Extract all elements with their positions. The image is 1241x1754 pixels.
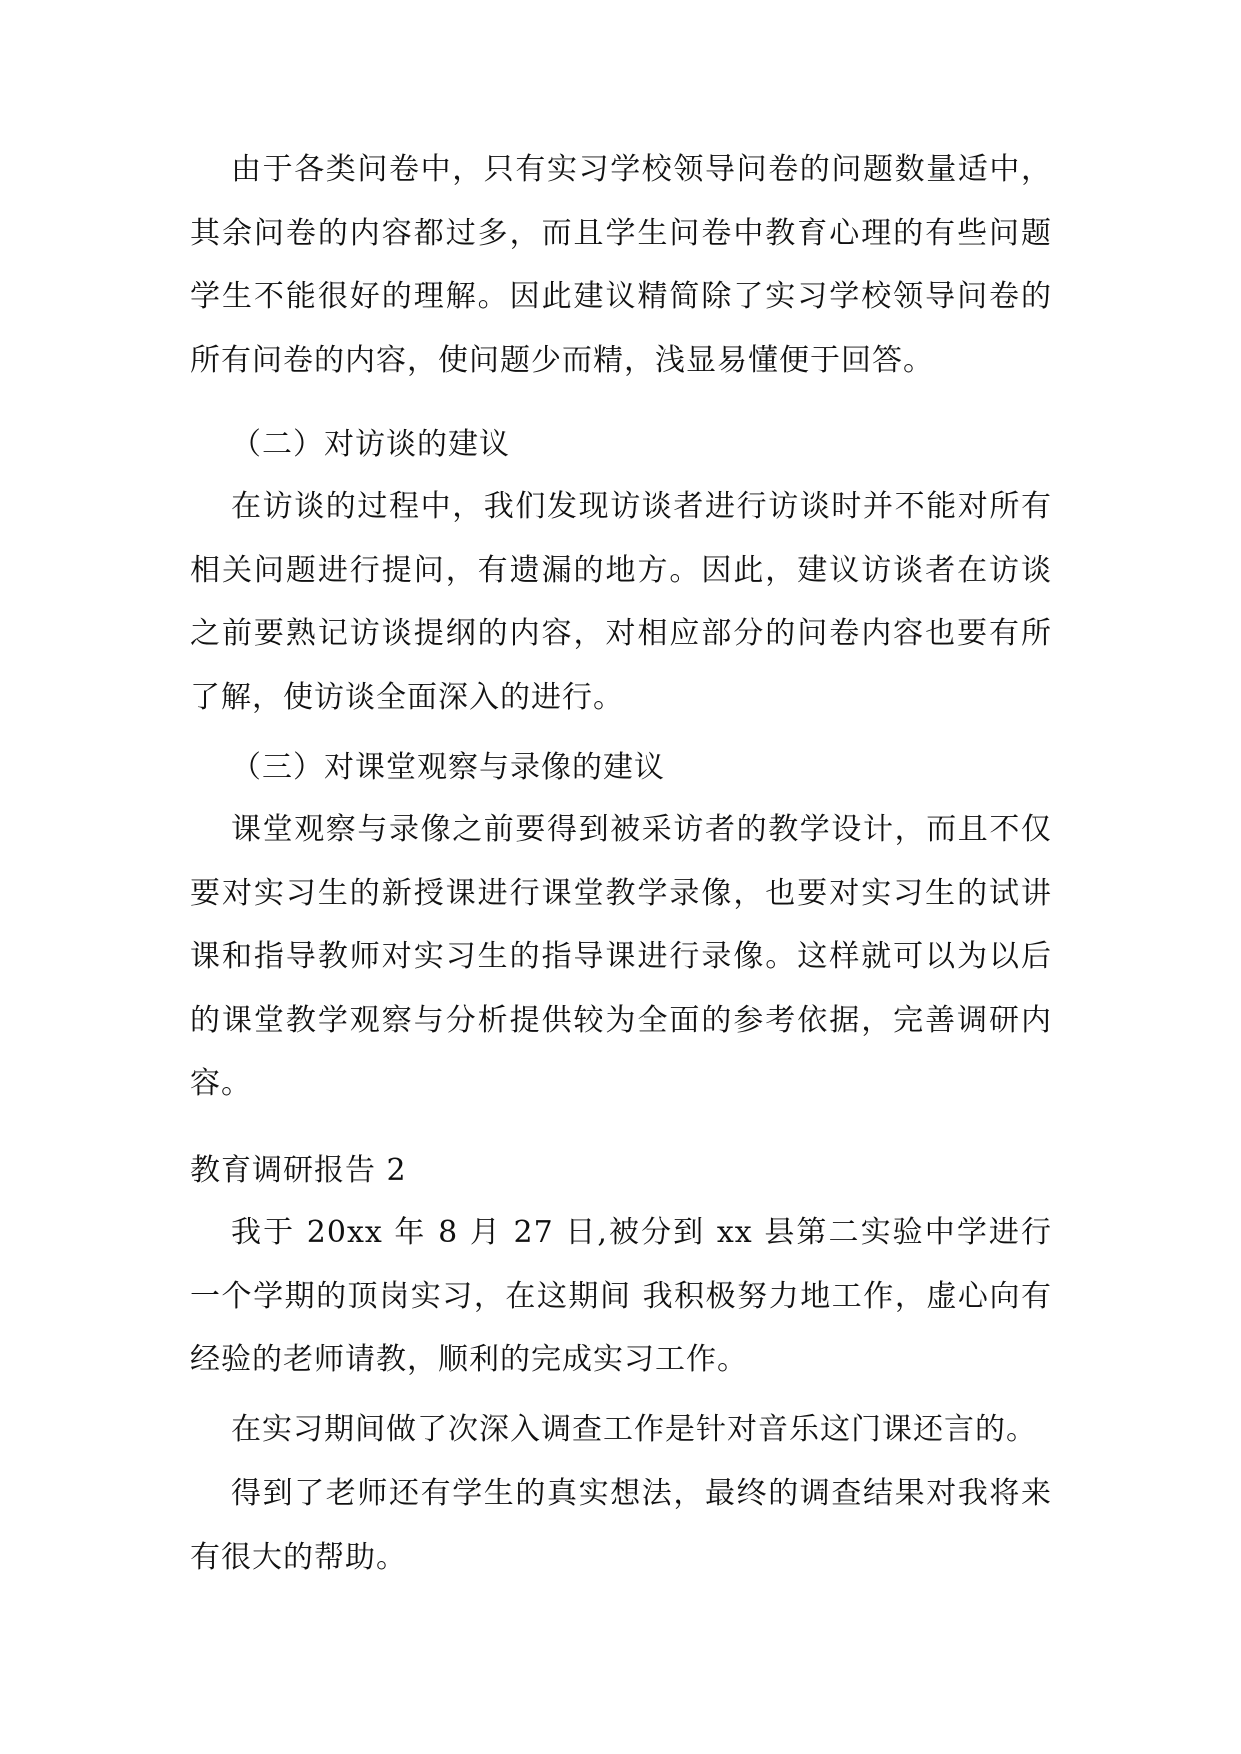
paragraph-conclusion: 得到了老师还有学生的真实想法，最终的调查结果对我将来有很大的帮助。 [190, 1476, 1052, 1575]
paragraph-classroom-observation-suggestion: 课堂观察与录像之前要得到被采访者的教学设计，而且不仅要对实习生的新授课进行课堂教学录像，也要对实习生的试讲课和指导教师对实习生的指导课进行录像。这样就可以为以后的课堂教学观察与分析提供较为全面的参考依据，完善调研内容。 [190, 812, 1052, 1101]
paragraph-interview-suggestion: 在访谈的过程中，我们发现访谈者进行访谈时并不能对所有相关问题进行提问，有遗漏的地方。因此，建议访谈者在访谈之前要熟记访谈提纲的内容，对相应部分的问卷内容也要有所了解，使访谈全面深入的进行。 [190, 489, 1052, 715]
section-title-report-2: 教育调研报告 2 [190, 1153, 407, 1188]
paragraph-questionnaire-suggestion: 由于各类问卷中，只有实习学校领导问卷的问题数量适中，其余问卷的内容都过多，而且学生问卷中教育心理的有些问题学生不能很好的理解。因此建议精简除了实习学校领导问卷的所有问卷的内容，使问题少而精，浅显易懂便于回答。 [190, 152, 1052, 378]
heading-interview-suggestion: （二）对访谈的建议 [231, 427, 510, 462]
paragraph-internship-intro: 我于 20xx 年 8 月 27 日,被分到 xx 县第二实验中学进行一个学期的顶岗实习，在这期间 我积极努力地工作，虚心向有经验的老师请教，顺利的完成实习工作。 [190, 1215, 1052, 1377]
heading-classroom-observation-suggestion: （三）对课堂观察与录像的建议 [231, 750, 665, 785]
paragraph-investigation: 在实习期间做了次深入调查工作是针对音乐这门课还言的。 [231, 1412, 1037, 1447]
